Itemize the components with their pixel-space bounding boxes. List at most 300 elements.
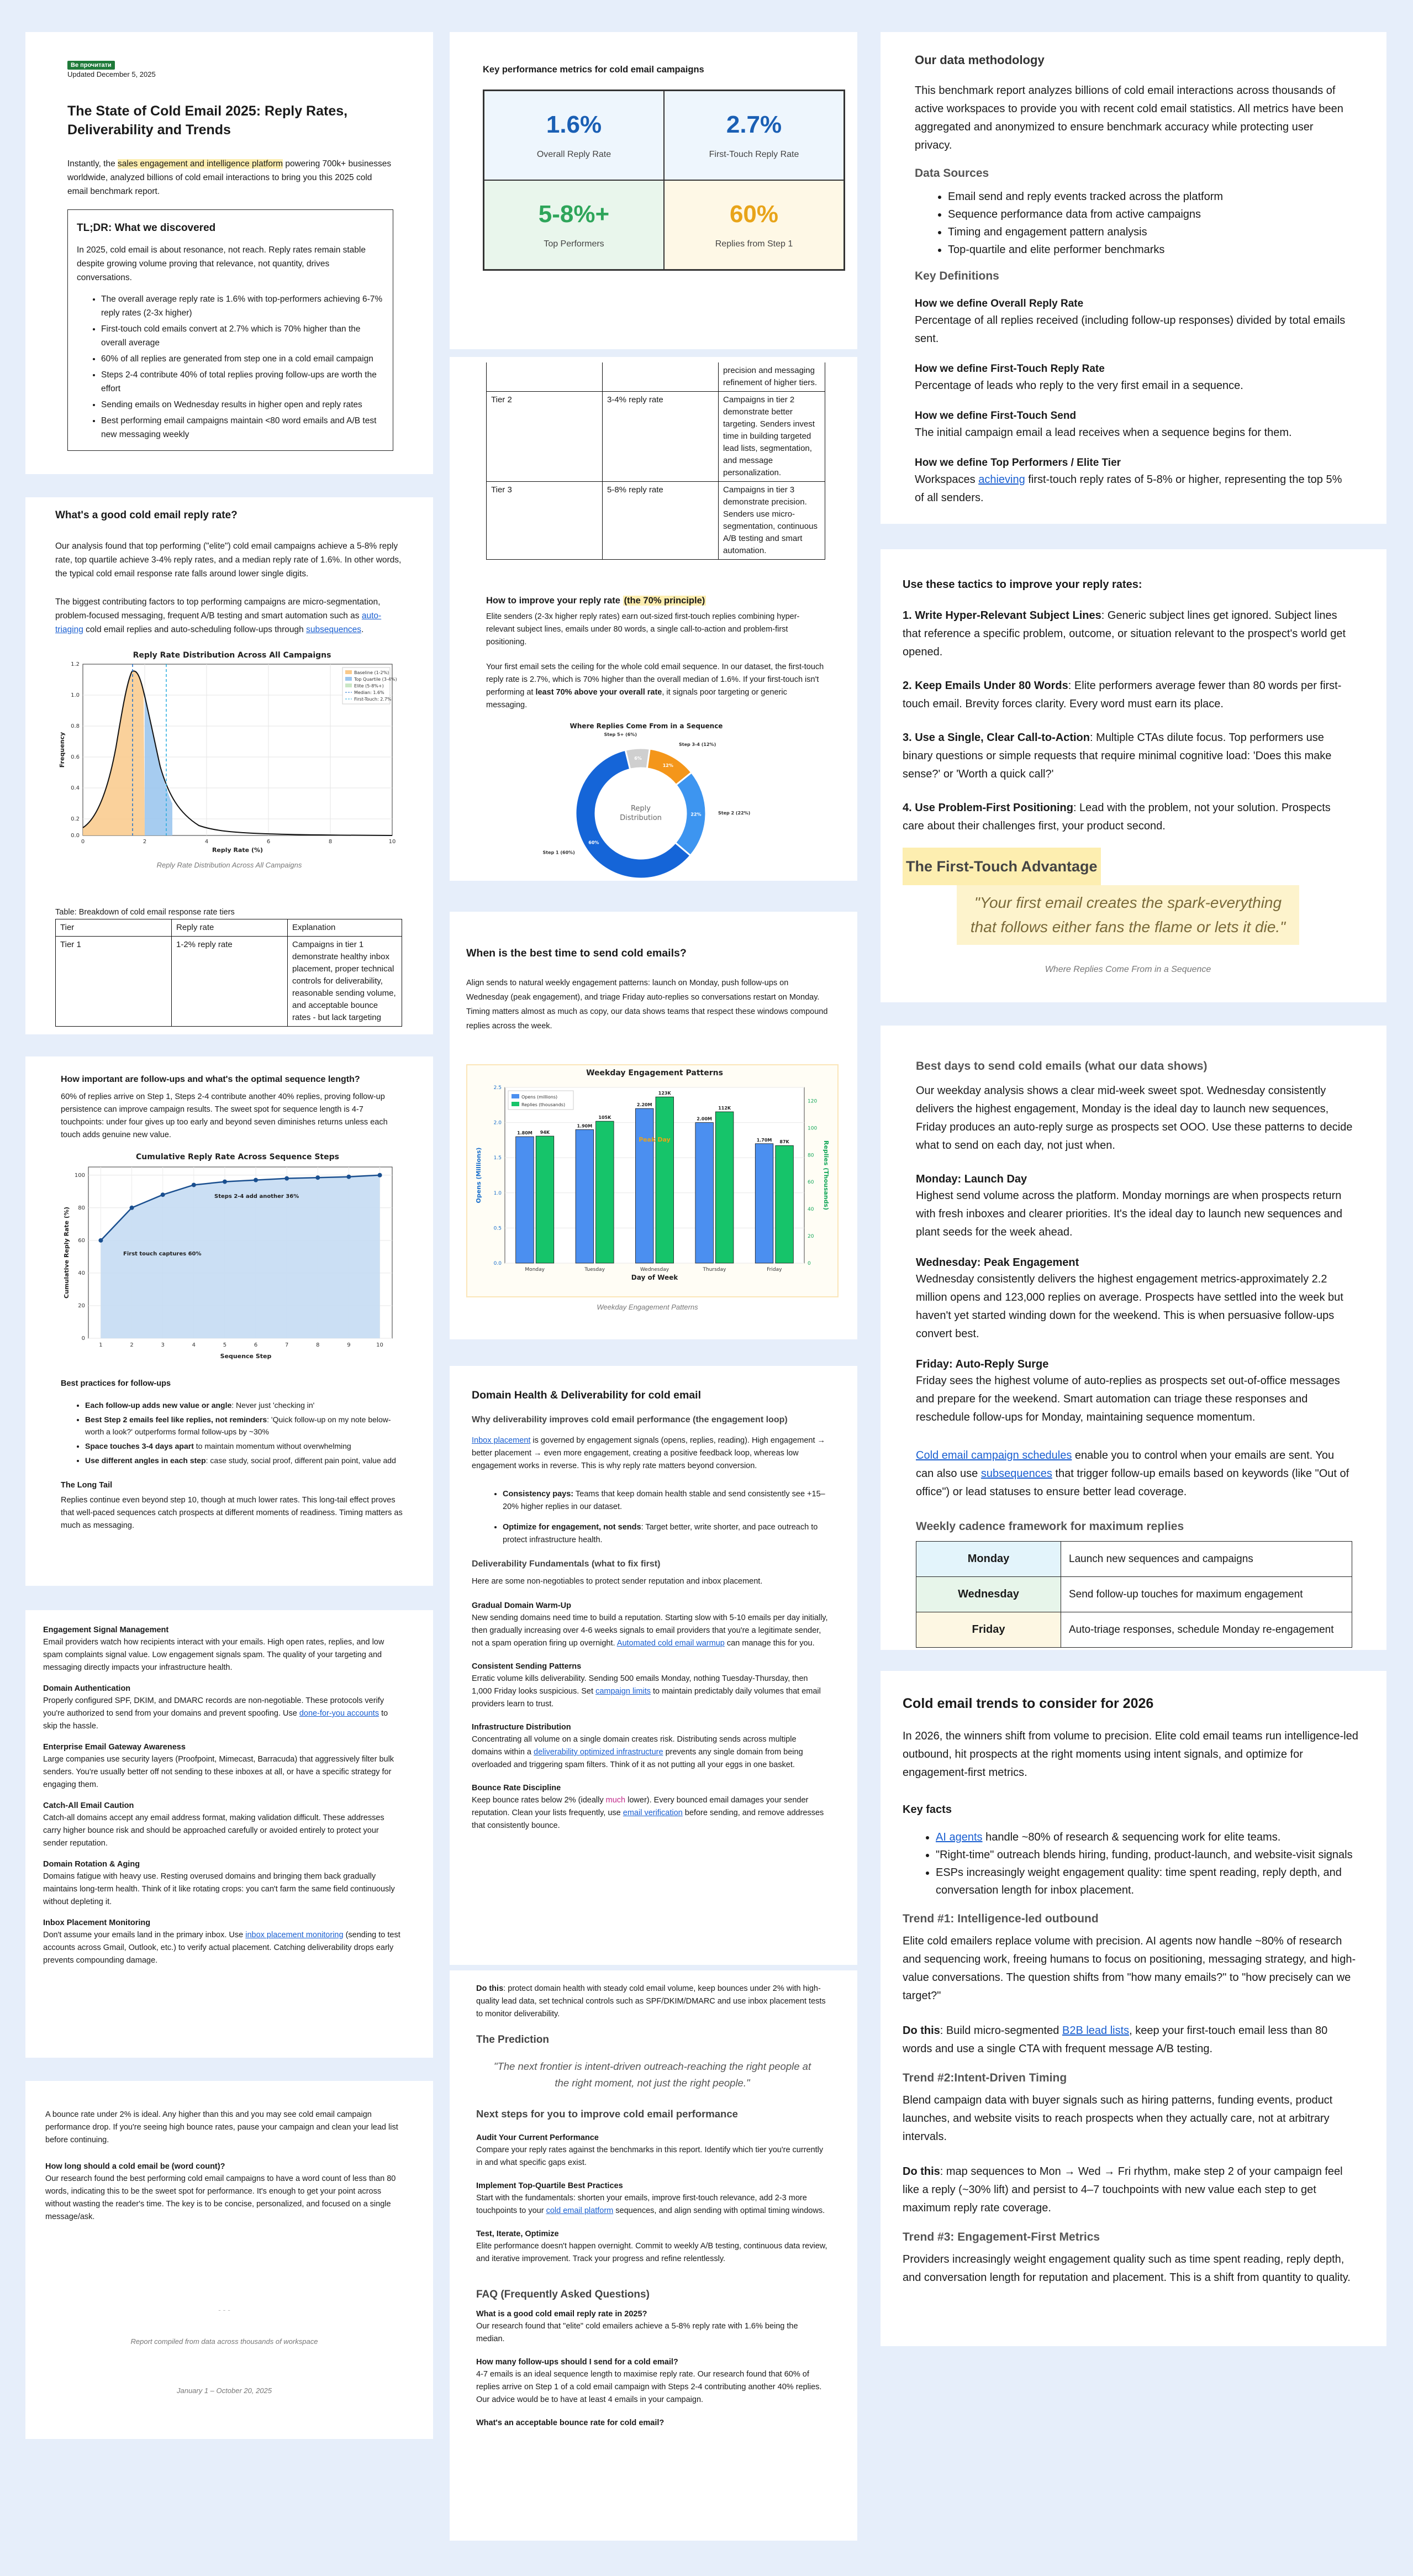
paragraph: Elite cold emailers replace volume with precision. AI agents now handle ~80% of research and sequencing work, freeing humans to focus on positioning, messaging strategy, and high-value conversations. The question shifts from "how many emails?" to "how precisely can we target?": [903, 1935, 1356, 2002]
paragraph: Start with the fundamentals: shorten your emails, improve first-touch relevance, add 2-3 more touchpoints to your cold email platform sequences, and align sending with optimal timing windows.: [476, 2194, 825, 2215]
bar-replies: [536, 1136, 554, 1263]
x-tick: Wednesday: [640, 1267, 669, 1273]
table-cell: 1-2% reply rate: [172, 937, 288, 1027]
subsection-title: Why deliverability improves cold email performance (the engagement loop): [472, 1415, 788, 1424]
bar-replies: [776, 1145, 794, 1263]
day-title: Wednesday: Peak Engagement: [916, 1257, 1079, 1269]
x-axis-label: Day of Week: [631, 1274, 678, 1281]
definition-title: How we define First-Touch Reply Rate: [915, 363, 1105, 375]
trend-title: Trend #1: Intelligence-led outbound: [903, 1912, 1099, 1925]
subsection-title: Deliverability Fundamentals (what to fix first): [472, 1559, 661, 1569]
list-item: • Consistency pays: Teams that keep domain health stable and send consistently see +15–20% higher replies in our dataset.: [503, 1488, 829, 1513]
bar-label: 1.90M: [577, 1123, 593, 1129]
table-caption: Table: Breakdown of cold email response rate tiers: [55, 908, 235, 917]
y-tick-right: 20: [808, 1234, 814, 1240]
card-good-reply-rate: [25, 497, 433, 1034]
annotation-first-touch: First touch captures 60%: [123, 1251, 202, 1257]
footer-note: Report compiled from data across thousands of workspace: [130, 2337, 318, 2346]
subsequences-link[interactable]: subsequences: [980, 1468, 1052, 1480]
y-tick: 0.8: [71, 723, 80, 729]
faq-question: What is a good cold email reply rate in 2025?: [476, 2310, 647, 2319]
cadence-day: Friday: [916, 1612, 1061, 1648]
bar-opens: [516, 1137, 534, 1263]
y-axis-label-right: Replies (Thousands): [823, 1140, 830, 1211]
paragraph: Our analysis found that top performing ("elite") cold email campaigns achieve a 5-8% reply rate, top quartile achieve 3-4% reply rates, and a median reply rate of 1.6%. In other words, the typical cold email response rate falls around lower single digits.: [55, 542, 402, 579]
inbox-placement-monitoring-link[interactable]: inbox placement monitoring: [245, 1931, 344, 1939]
paragraph: This benchmark report analyzes billions of cold email interactions across thousands of active workspaces to provide you with recent cold email statistics. All metrics have been aggregated and anonymized to ensure benchmark accuracy while protecting user privacy.: [915, 85, 1343, 151]
definition-text: Percentage of leads who reply to the very first email in a sequence.: [915, 380, 1243, 392]
bar-label: 2.20M: [636, 1102, 652, 1108]
chart-title: Reply Rate Distribution Across All Campaigns: [133, 651, 331, 660]
cadence-action: Auto-triage responses, schedule Monday re-engagement: [1061, 1612, 1352, 1648]
highlighted-phrase: sales engagement and intelligence platform: [118, 159, 283, 169]
paragraph: Concentrating all volume on a single domain creates risk. Distributing sends across multiple domains within a deliverability optimized infrastructure prevents any single domain from being overloaded and triggering spam filters. Think of it as not putting all your eggs in one basket.: [472, 1735, 803, 1769]
legend-entry: Top Quartile (3-4%): [354, 677, 397, 682]
list-item: • AI agents handle ~80% of research & sequencing work for elite teams.: [936, 1828, 1359, 1846]
subsequences-link[interactable]: subsequences: [306, 625, 362, 634]
data-point: [223, 1180, 227, 1184]
card-methodology: [881, 32, 1386, 524]
cadence-day: Wednesday: [916, 1577, 1061, 1612]
paragraph: Cold email campaign schedules enable you to control when your emails are sent. You can also use subsequences that trigger follow-up emails based on keywords (like "Out of office") or lead statuses to ensure better lead coverage.: [916, 1449, 1349, 1498]
subsection-title: Data Sources: [915, 167, 989, 180]
x-tick: 5: [223, 1342, 227, 1348]
cadence-table: [916, 1541, 1352, 1648]
do-this: Do this: protect domain health with steady cold email volume, keep bounces under 2% with high-quality lead data, set technical controls such as SPF/DKIM/DMARC and use inbox placement tests to monitor deliverability.: [476, 1984, 826, 2018]
tldr-bullet: • Sending emails on Wednesday results in higher open and reply rates: [101, 398, 384, 412]
section-title: When is the best time to send cold emails?: [466, 947, 687, 959]
table-row: [916, 1612, 1352, 1648]
list-item: • Timing and engagement pattern analysis: [948, 223, 1353, 241]
x-tick: 2: [130, 1342, 134, 1348]
x-tick: Thursday: [703, 1267, 726, 1273]
best-practice-item: • Each follow-up adds new value or angle: Never just 'checking in': [85, 1399, 403, 1411]
first-touch-advantage-title: The First-Touch Advantage: [903, 848, 1101, 885]
best-practice-item: • Space touches 3-4 days apart to maintain momentum without overwhelming: [85, 1440, 403, 1452]
replies-donut-chart: [486, 719, 825, 881]
cold-email-platform-link[interactable]: cold email platform: [546, 2206, 614, 2215]
table-cell: Tier 2: [487, 392, 603, 482]
chart-title: Cumulative Reply Rate Across Sequence Steps: [136, 1153, 339, 1161]
day-title: Friday: Auto-Reply Surge: [916, 1358, 1049, 1370]
y-tick-right: 80: [808, 1153, 814, 1159]
campaign-schedules-link[interactable]: Cold email campaign schedules: [916, 1449, 1072, 1462]
annotation-steps: Steps 2-4 add another 36%: [214, 1194, 299, 1200]
best-practice-item: • Best Step 2 emails feel like replies, not reminders: 'Quick follow-up on my note below-worth a look?' outperforms formal follow-ups by ~30%: [85, 1413, 403, 1438]
x-tick: 7: [284, 1342, 289, 1348]
x-tick: 1: [99, 1342, 103, 1348]
bar-label: 87K: [779, 1139, 789, 1145]
paragraph: Replies continue even beyond step 10, though at much lower rates. This long-tail effect proves that well-paced sequences catch prospects at different moments of readiness. Timing matters as much as messaging.: [61, 1496, 403, 1530]
card-follow-ups: [25, 1056, 433, 1586]
data-point: [192, 1182, 196, 1187]
metrics-grid: [483, 90, 845, 271]
legend-entry: Replies (thousands): [521, 1102, 566, 1107]
question-title: How long should a cold email be (word count)?: [45, 2162, 225, 2171]
legend-entry: Baseline (1-2%): [354, 670, 389, 675]
data-point: [98, 1238, 103, 1243]
table-header: Tier: [56, 919, 172, 937]
best-practice-item: • Use different angles in each step: case study, social proof, different pain point, value add: [85, 1454, 403, 1466]
table-cell: 5-8% reply rate: [603, 482, 719, 560]
subsection-title: Key Definitions: [915, 270, 999, 282]
paragraph: 60% of replies arrive on Step 1, Steps 2-4 contribute another 40% replies, proving follow-up persistence can improve campaign results. The sweet spot for sequence length is 4-7 touchpoints: under four gives up too early and beyond seven diminishes returns unless each touch adds genuine new value.: [61, 1092, 388, 1139]
section-title: How to improve your reply rate (the 70% principle): [486, 596, 705, 606]
x-tick: 9: [347, 1342, 351, 1348]
weekday-engagement-chart: [471, 1065, 834, 1293]
slice-pct-label: 60%: [588, 840, 599, 845]
slice-ext-label: Step 2 (22%): [718, 810, 751, 816]
legend-entry: Opens (millions): [521, 1095, 558, 1100]
paragraph: Elite performance doesn't happen overnight. Commit to weekly A/B testing, continuous data review, and iterative improvement. Track your progress and refine relentlessly.: [476, 2242, 827, 2263]
y-tick-right: 120: [808, 1098, 818, 1105]
data-point: [161, 1192, 165, 1197]
metric-step-1: 60% Replies from Step 1: [664, 180, 844, 270]
card-trends-2026: [881, 1671, 1386, 2346]
section-title: Next steps for you to improve cold email performance: [476, 2108, 738, 2120]
paragraph: A bounce rate under 2% is ideal. Any higher than this and you may see cold email campaign performance drop. If you're seeing high bounce rates, pause your campaign and clean your lead list before continuing.: [45, 2110, 398, 2144]
section-title: Key performance metrics for cold email campaigns: [483, 65, 704, 75]
slice-ext-label: Step 5+ (6%): [604, 732, 637, 738]
y-axis-label: Frequency: [59, 732, 66, 768]
card-deliverability-signals: [25, 1610, 433, 2058]
reply-rate-distribution-chart: [55, 648, 403, 854]
quote-box: [957, 885, 1299, 945]
y-axis-label-left: Opens (Millions): [475, 1147, 482, 1203]
paragraph: Providers increasingly weight engagement quality such as time spent reading, reply depth, and conversation length for reputation and placement. This is a shift from quantity to quality.: [903, 2253, 1351, 2284]
paragraph: Your first email sets the ceiling for the whole cold email sequence. In our dataset, the first-touch reply rate is 2.7%, which is 70% higher than the overall median of 1.6%. If your first-touch isn't performing at least 70% above your overall rate, it signals poor targeting or generic messaging.: [486, 663, 824, 709]
slice-pct-label: 22%: [690, 812, 702, 817]
table-cell: Campaigns in tier 2 demonstrate better targeting. Senders invest time in building targeted lead lists, segmentation, and message personalization.: [719, 392, 825, 482]
x-tick: Tuesday: [584, 1267, 605, 1273]
trend-title: Trend #3: Engagement-First Metrics: [903, 2231, 1100, 2243]
paragraph: Our research found the best performing cold email campaigns to have a word count of less than 80 words, indicating this to be the sweet spot for performance. It's enough to get your point across without wasting the reader's time. The key is to be concise, personalized, and focused on a single message/ask.: [45, 2174, 396, 2221]
list-item: • "Right-time" outreach blends hiring, funding, product-launch, and website-visit signals: [936, 1846, 1359, 1864]
bar-label: 105K: [598, 1115, 611, 1121]
x-tick: 4: [192, 1342, 196, 1348]
y-tick-left: 1.0: [493, 1190, 502, 1196]
card-key-metrics: [450, 32, 857, 349]
definition-title: How we define First-Touch Send: [915, 410, 1077, 422]
signal-item: Inbox Placement Monitoring Don't assume your emails land in the primary inbox. Use inbox placement monitoring (sending to test accounts across Gmail, Outlook, etc.) to verify actual placement. Catching deliverability drops early prevents compounding damage.: [43, 1918, 400, 1965]
y-tick: 1.2: [71, 661, 80, 667]
definition-text: Percentage of all replies received (including follow-up responses) divided by total emails sent.: [915, 314, 1346, 345]
paragraph: Elite senders (2-3x higher reply rates) earn out-sized first-touch replies combining hyper-relevant subject lines, emails under 80 words, a single call-to-action and problem-first positioning.: [486, 612, 800, 646]
list-item: • ESPs increasingly weight engagement quality: time spent reading, reply depth, and conversation length for inbox placement.: [936, 1864, 1359, 1899]
y-tick: 100: [74, 1172, 85, 1179]
card-tiers-and-principle: [450, 357, 857, 881]
card-best-time: [450, 912, 857, 1339]
faq-answer: 4-7 emails is an ideal sequence length to maximise reply rate. Our research found that 60% of replies arrive on Step 1 of a cold email campaign with Steps 2-4 contributing another 40% replies. Our advice would be to have at least 4 emails in your campaign.: [476, 2370, 822, 2404]
x-tick: 4: [204, 839, 209, 845]
definition-title: How we define Top Performers / Elite Tier: [915, 457, 1121, 469]
intro-text: Instantly, the sales engagement and intelligence platform powering 700k+ businesses worldwide, analyzed billions of cold email interactions to bring you this 2025 cold email benchmark report.: [67, 159, 392, 196]
tldr-bullet: • Steps 2-4 contribute 40% of total replies proving follow-ups are worth the effort: [101, 368, 384, 396]
card-best-days: [881, 1026, 1386, 1650]
cadence-action: Send follow-up touches for maximum engagement: [1061, 1577, 1352, 1612]
data-point: [284, 1176, 289, 1181]
data-point: [254, 1178, 258, 1182]
slice-pct-label: 12%: [662, 763, 673, 768]
list-item: • Top-quartile and elite performer benchmarks: [948, 241, 1353, 259]
y-tick-right: 40: [808, 1207, 814, 1213]
badge: Be прочитати: [67, 61, 115, 70]
card-bounce-word-count: [25, 2081, 433, 2439]
y-tick: 60: [78, 1237, 85, 1244]
x-tick: 2: [143, 839, 147, 845]
signal-item: Enterprise Email Gateway Awareness Large companies use security layers (Proofpoint, Mimecast, Barracuda) that aggressively filter bulk senders. You're usually better off not sending to these inboxes at all, or have a specific strategy for engaging them.: [43, 1743, 394, 1789]
bar-replies: [596, 1121, 614, 1263]
y-axis-label: Cumulative Reply Rate (%): [63, 1207, 70, 1298]
signal-item: Engagement Signal Management Email providers watch how recipients interact with your emails. High open rates, replies, and low spam complaints signal value. Low engagement signals spam. The quality of your targeting and messaging directly impacts your infrastructure health.: [43, 1626, 384, 1672]
signal-item: Domain Rotation & Aging Domains fatigue with heavy use. Resting overused domains and bringing them back gradually maintains long-term health. Think of it like rotating crops: you can't farm the same field continuously without depleting it.: [43, 1860, 395, 1906]
subsection-title: Key facts: [903, 1804, 952, 1816]
card-tactics: [881, 549, 1386, 1002]
tldr-bullet: • Best performing email campaigns maintain <80 word emails and A/B test new messaging weekly: [101, 414, 384, 441]
y-tick-right: 100: [808, 1126, 818, 1132]
first-touch-quote: "Your first email creates the spark-everything that follows either fans the flame or lets it die.": [970, 894, 1286, 935]
table-cell: Tier 1: [56, 937, 172, 1027]
y-tick-right: 0: [808, 1261, 811, 1266]
cadence-day: Monday: [916, 1542, 1061, 1577]
tldr-text: In 2025, cold email is about resonance, not reach. Reply rates remain stable despite growing volume proving that relevance, not quantity, drives conversations.: [77, 245, 366, 282]
faq-title: FAQ (Frequently Asked Questions): [476, 2289, 650, 2300]
paragraph: Our weekday analysis shows a clear mid-week sweet spot. Wednesday consistently delivers the highest engagement, Monday is the ideal day to launch new sequences, Friday produces an auto-reply surge as prospects set OOO. Use these patterns to decide what to send on each day, not just when.: [916, 1085, 1353, 1152]
tldr-box: [67, 209, 393, 451]
subsection-title: Best practices for follow-ups: [61, 1379, 171, 1388]
table-cell: Campaigns in tier 3 demonstrate precision. Senders use micro-segmentation, continuous A/B testing and smart automation.: [719, 482, 825, 560]
table-cell: Campaigns in tier 1 demonstrate healthy inbox placement, proper technical controls for deliverability, reasonable sending volume, and acceptable bounce rates - but lack targeting: [288, 937, 402, 1027]
bar-chart-frame: [466, 1064, 839, 1297]
tactic-item: 1. Write Hyper-Relevant Subject Lines: Generic subject lines get ignored. Subject lines that reference a specific problem, outcome, or situation relevant to the prospect's world get opened.: [903, 609, 1346, 658]
paragraph: Here are some non-negotiables to protect sender reputation and inbox placement.: [472, 1577, 763, 1586]
y-tick: 0.0: [71, 833, 80, 839]
done-for-you-accounts-link[interactable]: done-for-you accounts: [299, 1709, 379, 1718]
tldr-bullet: • 60% of all replies are generated from step one in a cold email campaign: [101, 352, 384, 366]
section-title: Use these tactics to improve your reply rates:: [903, 579, 1142, 591]
tier-table-cont: [486, 362, 825, 560]
x-tick: 6: [266, 839, 271, 845]
card-report-header: [25, 32, 433, 474]
bar-replies: [715, 1112, 734, 1263]
bar-opens: [755, 1144, 773, 1263]
x-tick: 0: [81, 839, 85, 845]
warmup-link[interactable]: Automated cold email warmup: [616, 1639, 725, 1648]
slice-ext-label: Step 1 (60%): [542, 850, 575, 855]
table-cell: 3-4% reply rate: [603, 392, 719, 482]
tier-table: [55, 919, 402, 1027]
y-tick-left: 0.5: [493, 1226, 502, 1232]
item-title: Consistent Sending Patterns: [472, 1662, 582, 1671]
do-this: Do this: Build micro-segmented B2B lead lists, keep your first-touch email less than 80 words and use a single CTA with frequent message A/B testing.: [903, 2025, 1328, 2055]
tactic-item: 3. Use a Single, Clear Call-to-Action: Multiple CTAs dilute focus. Top performers use binary questions or simple requests that require minimal cognitive load: 'Does this make sense?' or 'Worth a quick call?': [903, 732, 1332, 780]
paragraph: New sending domains need time to build a reputation. Starting slow with 5-10 emails per day initially, then gradually increasing over 4-6 weeks signals to email providers that you're a legitimate sender, not a spam operation firing up overnight. Automated cold email warmup can manage this for you.: [472, 1613, 828, 1648]
x-tick: Monday: [525, 1267, 545, 1273]
y-tick: 1.0: [71, 692, 80, 698]
chart-caption: Where Replies Come From in a Sequence: [1045, 965, 1211, 974]
y-tick: 20: [78, 1302, 85, 1309]
item-title: Audit Your Current Performance: [476, 2133, 599, 2142]
card-domain-health: [450, 1366, 857, 1965]
x-axis-label: Sequence Step: [220, 1353, 272, 1360]
faq-answer: Our research found that "elite" cold emailers achieve a 5-8% reply rate with 1.6% being the median.: [476, 2322, 798, 2343]
paragraph: Compare your reply rates against the benchmarks in this report. Identify which tier you're currently in and what specific gaps exist.: [476, 2146, 824, 2167]
card-prediction-faq: [450, 1970, 857, 2541]
item-title: Gradual Domain Warm-Up: [472, 1601, 571, 1610]
tactic-item: 4. Use Problem-First Positioning: Lead with the problem, not your solution. Prospects care about their challenges first, your product second.: [903, 802, 1331, 832]
definition-title: How we define Overall Reply Rate: [915, 298, 1084, 309]
legend-entry: Median: 1.6%: [354, 690, 384, 695]
data-point: [378, 1173, 382, 1177]
definition-text: The initial campaign email a lead receives when a sequence begins for them.: [915, 427, 1292, 439]
item-title: Test, Iterate, Optimize: [476, 2230, 559, 2238]
y-tick-left: 1.5: [493, 1155, 502, 1161]
b2b-lead-lists-link[interactable]: B2B lead lists: [1062, 2025, 1130, 2037]
table-row: [916, 1577, 1352, 1612]
section-title: Our data methodology: [915, 53, 1045, 67]
x-tick: 3: [161, 1342, 165, 1348]
paragraph: Inbox placement is governed by engagement signals (opens, replies, reading). High engagement → better placement → even more engagement, creating a positive feedback loop, whereas low engagement works in reverse. This is why reply rate matters beyond conversion.: [472, 1436, 826, 1470]
bar-label: 1.80M: [517, 1131, 532, 1136]
paragraph: Friday sees the highest volume of auto-replies as prospects set out-of-office messages and prepare for the weekend. Smart automation can triage these responses and reschedule follow-ups for Monday, maintaining sequence momentum.: [916, 1375, 1340, 1423]
item-title: Implement Top-Quartile Best Practices: [476, 2181, 623, 2190]
paragraph: Keep bounce rates below 2% (ideally much lower). Every bounced email damages your sender reputation. Clean your lists frequently, use email verification before sending, and remove addresses that consistently bounce.: [472, 1796, 824, 1830]
signal-item: Catch-All Email Caution Catch-all domains accept any email address format, making validation difficult. These addresses carry higher bounce risk and should be approached carefully or avoided entirely to protect your sender reputation.: [43, 1801, 384, 1848]
paragraph: Blend campaign data with buyer signals such as hiring patterns, funding events, product launches, and website visits to reach prospects when they actually care, not at arbitrary intervals.: [903, 2094, 1333, 2143]
x-tick: Friday: [767, 1267, 782, 1273]
x-tick: 8: [328, 839, 333, 845]
y-tick: 0.2: [71, 816, 80, 822]
section-title: Best days to send cold emails (what our data shows): [916, 1060, 1208, 1073]
donut-center-label: Distribution: [620, 814, 662, 822]
table-header: Explanation: [288, 919, 402, 937]
y-tick: 40: [78, 1270, 85, 1276]
updated-date: Updated December 5, 2025: [67, 70, 156, 78]
y-tick-right: 60: [808, 1180, 814, 1186]
faq-question: How many follow-ups should I send for a cold email?: [476, 2358, 678, 2367]
donut-center-label: Reply: [630, 805, 651, 813]
chart-caption: Reply Rate Distribution Across All Campaigns: [156, 861, 302, 869]
footer-date: January 1 – October 20, 2025: [176, 2386, 272, 2395]
do-this: Do this: map sequences to Mon → Wed → Fri rhythm, make step 2 of your campaign feel like a reply (~30% lift) and persist to 4–7 touchpoints with new value each step to get maximum reply rate coverage.: [903, 2165, 1343, 2214]
chart-title: Weekday Engagement Patterns: [586, 1069, 723, 1077]
data-point: [315, 1175, 320, 1180]
x-tick: 6: [254, 1342, 258, 1348]
x-axis-label: Reply Rate (%): [212, 847, 263, 854]
section-title: What's a good cold email reply rate?: [55, 509, 238, 521]
faq-question: What's an acceptable bounce rate for cold email?: [476, 2419, 665, 2427]
x-tick: 10: [376, 1342, 383, 1348]
prediction-quote: "The next frontier is intent-driven outreach-reaching the right people at the right moment, not just the right people.": [493, 2060, 811, 2089]
bar-opens: [695, 1123, 714, 1263]
y-tick: 0.6: [71, 754, 80, 760]
table-cell: Tier 3: [487, 482, 603, 560]
metric-overall-reply: 1.6% Overall Reply Rate: [484, 91, 664, 180]
legend-entry: Elite (5-8%+): [354, 684, 384, 688]
email-verification-link[interactable]: email verification: [623, 1809, 683, 1817]
page-title: The State of Cold Email 2025: Reply Rates, Deliverability and Trends: [67, 103, 348, 138]
tactic-item: 2. Keep Emails Under 80 Words: Elite performers average fewer than 80 words per first-touch email. Brevity forces clarity. Every word must earn its place.: [903, 680, 1342, 710]
cadence-action: Launch new sequences and campaigns: [1061, 1542, 1352, 1577]
ai-agents-link[interactable]: AI agents: [936, 1831, 983, 1843]
item-title: Bounce Rate Discipline: [472, 1784, 561, 1792]
data-point: [346, 1175, 351, 1179]
achieving-link[interactable]: achieving: [978, 474, 1025, 486]
definition-text: Workspaces achieving first-touch reply rates of 5-8% or higher, representing the top 5% of all senders.: [915, 474, 1342, 504]
section-title: Cold email trends to consider for 2026: [903, 1696, 1154, 1711]
section-title: Domain Health & Deliverability for cold email: [472, 1389, 702, 1401]
legend-entry: First-Touch: 2.7%: [354, 697, 392, 702]
infrastructure-link[interactable]: deliverability optimized infrastructure: [534, 1748, 663, 1757]
auto-triaging-link[interactable]: auto-triaging: [55, 611, 382, 634]
data-point: [130, 1206, 134, 1210]
y-tick: 80: [78, 1205, 85, 1211]
tldr-bullet: • The overall average reply rate is 1.6% with top-performers achieving 6-7% reply rates (2-3x higher): [101, 292, 384, 320]
signal-item: Domain Authentication Properly configured SPF, DKIM, and DMARC records are non-negotiable. These protocols verify you're authorized to send from your domains and prevent spoofing. Use done-for-you accounts to skip the hassle.: [43, 1684, 388, 1731]
prediction-title: The Prediction: [476, 2034, 549, 2046]
bar-opens: [576, 1129, 594, 1263]
metric-first-touch: 2.7% First-Touch Reply Rate: [664, 91, 844, 180]
y-tick-left: 2.0: [493, 1120, 502, 1126]
table-row: [916, 1542, 1352, 1577]
cumulative-reply-chart: [61, 1150, 398, 1360]
bar-label: 123K: [658, 1091, 671, 1096]
trend-title: Trend #2:Intent-Driven Timing: [903, 2072, 1067, 2084]
campaign-limits-link[interactable]: campaign limits: [595, 1687, 651, 1696]
tldr-title: TL;DR: What we discovered: [77, 222, 216, 234]
section-title: How important are follow-ups and what's the optimal sequence length?: [61, 1075, 360, 1084]
slice-pct-label: 6%: [634, 756, 642, 761]
peak-day-label: Peak Day: [639, 1136, 671, 1144]
day-title: Monday: Launch Day: [916, 1173, 1027, 1185]
bar-replies: [656, 1097, 674, 1263]
x-tick: 10: [388, 839, 396, 845]
paragraph: Highest send volume across the platform. Monday mornings are when prospects return with fresh inboxes and clearer priorities. It's the ideal day to launch new sequences and plant seeds for the week ahead.: [916, 1190, 1343, 1238]
metric-top-performers: 5-8%+ Top Performers: [484, 180, 664, 270]
legend: [508, 1091, 573, 1110]
subsection-title: Weekly cadence framework for maximum replies: [916, 1520, 1184, 1533]
paragraph: Wednesday consistently delivers the highest engagement metrics-approximately 2.2 million opens and 123,000 replies on average. Prospects have settled into the week but haven't yet started winding down for the weekend. This is when persuasive follow-ups convert best.: [916, 1273, 1343, 1340]
subsection-title: The Long Tail: [61, 1481, 113, 1490]
paragraph: In 2026, the winners shift from volume to precision. Elite cold email teams run intelligence-led outbound, hit prospects at the right moments using intent signals, and optimize for engagement-first metrics.: [903, 1730, 1358, 1779]
paragraph: Erratic volume kills deliverability. Sending 500 emails Monday, nothing Tuesday-Thursday, then 1,000 Friday looks suspicious. Set campaign limits to maintain predictably daily volumes that email providers learn to trust.: [472, 1674, 821, 1708]
table-header: Reply rate: [172, 919, 288, 937]
list-item: • Optimize for engagement, not sends: Target better, write shorter, and pace outreach to protect infrastructure health.: [503, 1521, 829, 1547]
bar-label: 112K: [718, 1106, 731, 1111]
paragraph: Align sends to natural weekly engagement patterns: launch on Monday, push follow-ups on Wednesday (peak engagement), and triage Friday auto-replies so conversations restart on Monday. Timing matters almost as much as copy, our data shows teams that respect these windows compound replies across the week.: [466, 979, 828, 1031]
bar-label: 94K: [540, 1130, 550, 1135]
x-tick: 8: [316, 1342, 320, 1348]
bar-opens: [635, 1108, 653, 1263]
y-tick-left: 2.5: [493, 1085, 502, 1091]
y-tick: 0: [81, 1336, 85, 1342]
chart-title: Where Replies Come From in a Sequence: [570, 722, 723, 730]
list-item: • Email send and reply events tracked across the platform: [948, 188, 1353, 206]
paragraph: The biggest contributing factors to top performing campaigns are micro-segmentation, problem-focused messaging, frequent A/B testing and smart automation such as auto-triaging cold email replies and auto-scheduling follow-ups through subsequences.: [55, 597, 382, 634]
divider-dots: - - -: [218, 2305, 230, 2314]
list-item: • Sequence performance data from active campaigns: [948, 206, 1353, 223]
legend: [342, 667, 397, 704]
y-tick-left: 0.0: [493, 1261, 502, 1266]
chart-caption: Weekday Engagement Patterns: [597, 1303, 698, 1311]
y-tick: 0.4: [71, 785, 80, 791]
slice-ext-label: Step 3-4 (12%): [679, 742, 716, 748]
bar-label: 2.00M: [697, 1116, 712, 1122]
item-title: Infrastructure Distribution: [472, 1723, 571, 1732]
bar-label: 1.70M: [756, 1137, 772, 1143]
inbox-placement-link[interactable]: Inbox placement: [472, 1436, 531, 1445]
tldr-bullet: • First-touch cold emails convert at 2.7% which is 70% higher than the overall average: [101, 322, 384, 350]
